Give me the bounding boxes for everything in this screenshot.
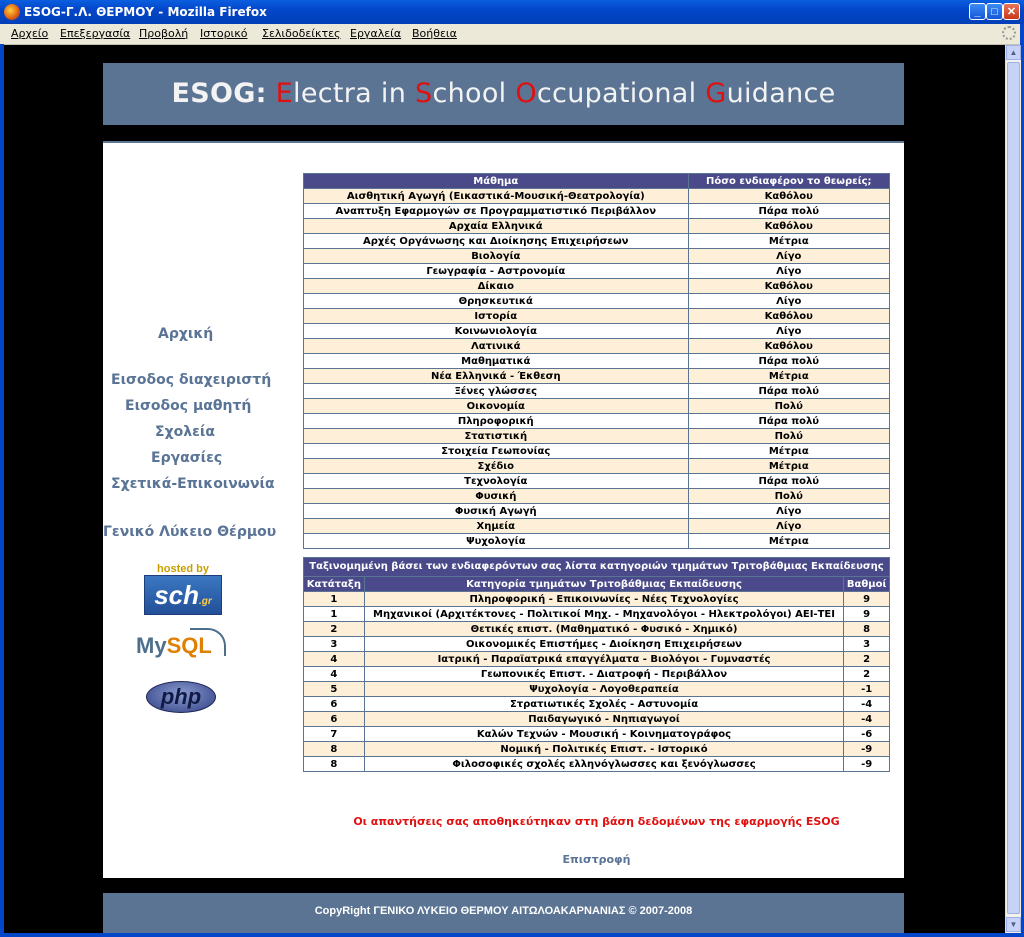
rank-cell: 7	[304, 727, 365, 742]
nav-works[interactable]: Εργασίες	[151, 450, 223, 466]
category-cell: Γεωπονικές Επιστ. - Διατροφή - Περιβάλλον	[364, 667, 844, 682]
table-row	[304, 324, 890, 339]
subject-cell: Οικονομία	[304, 399, 689, 414]
menubar	[0, 24, 1024, 45]
interest-cell: Λίγο	[688, 324, 889, 339]
table-row	[304, 607, 890, 622]
header-word-1: lectra in	[293, 78, 415, 109]
table-row	[304, 622, 890, 637]
dolphin-icon	[190, 628, 226, 656]
category-cell: Νομική - Πολιτικές Επιστ. - Ιστορικό	[364, 742, 844, 757]
menu-tools[interactable]: Εργαλεία	[350, 27, 402, 40]
site-header	[103, 63, 904, 125]
ranking-header-score: Βαθμοί	[844, 577, 890, 592]
interest-cell: Λίγο	[688, 519, 889, 534]
interest-cell: Λίγο	[688, 264, 889, 279]
nav-admin-login[interactable]: Εισοδος διαχειριστή	[111, 372, 272, 388]
ranking-table	[303, 557, 890, 772]
subject-cell: Αναπτυξη Εφαρμογών σε Προγραμματιστικό Περιβάλλον	[304, 204, 689, 219]
ranking-header-category: Κατηγορία τμημάτων Τριτοβάθμιας Εκπαίδευσης	[364, 577, 844, 592]
table-row	[304, 249, 890, 264]
sch-logo-suffix: .gr	[199, 596, 212, 607]
nav-contact[interactable]: Σχετικά-Επικοινωνία	[111, 476, 275, 492]
category-cell: Παιδαγωγικό - Νηπιαγωγοί	[364, 712, 844, 727]
rank-cell: 3	[304, 637, 365, 652]
table-row	[304, 489, 890, 504]
subject-cell: Στατιστική	[304, 429, 689, 444]
site-footer: CopyRight ΓΕΝΙΚΟ ΛΥΚΕΙΟ ΘΕΡΜΟΥ ΑΙΤΩΛΟΑΚΑΡΝΑΝΙΑΣ © 2007-2008	[103, 893, 904, 933]
category-cell: Θετικές επιστ. (Μαθηματικό - Φυσικό - Χημικό)	[364, 622, 844, 637]
subjects-header-interest: Πόσο ενδιαφέρον το θεωρείς;	[688, 174, 889, 189]
header-prefix: ESOG:	[171, 78, 267, 109]
subjects-table	[303, 173, 890, 549]
table-row	[304, 339, 890, 354]
interest-cell: Καθόλου	[688, 339, 889, 354]
score-cell: 2	[844, 652, 890, 667]
table-row	[304, 637, 890, 652]
table-row	[304, 294, 890, 309]
score-cell: -9	[844, 742, 890, 757]
header-letter-s: S	[415, 78, 433, 109]
nav-student-login[interactable]: Εισοδος μαθητή	[125, 398, 252, 414]
ranking-caption: Ταξινομημένη βάσει των ενδιαφερόντων σας λίστα κατηγοριών τμημάτων Τριτοβάθμιας Εκπαίδευσης	[304, 558, 890, 577]
interest-cell: Πολύ	[688, 399, 889, 414]
nav-schools[interactable]: Σχολεία	[155, 424, 215, 440]
subject-cell: Μαθηματικά	[304, 354, 689, 369]
subject-cell: Νέα Ελληνικά - Έκθεση	[304, 369, 689, 384]
content-area	[103, 143, 904, 878]
rank-cell: 4	[304, 667, 365, 682]
interest-cell: Πάρα πολύ	[688, 354, 889, 369]
header-word-4: uidance	[726, 78, 836, 109]
window-titlebar[interactable]	[0, 0, 1024, 24]
page-viewport	[4, 45, 1005, 933]
ranking-header-rank: Κατάταξη	[304, 577, 365, 592]
category-cell: Πληροφορική - Επικοινωνίες - Νέες Τεχνολογίες	[364, 592, 844, 607]
subject-cell: Βιολογία	[304, 249, 689, 264]
interest-cell: Μέτρια	[688, 534, 889, 549]
close-button[interactable]: ✕	[1003, 3, 1020, 20]
mysql-logo-text: My	[136, 633, 167, 658]
rank-cell: 8	[304, 742, 365, 757]
interest-cell: Μέτρια	[688, 369, 889, 384]
subject-cell: Αρχαία Ελληνικά	[304, 219, 689, 234]
table-row	[304, 534, 890, 549]
table-row	[304, 309, 890, 324]
subject-cell: Αρχές Οργάνωσης και Διοίκησης Επιχειρήσεων	[304, 234, 689, 249]
interest-cell: Καθόλου	[688, 279, 889, 294]
subject-cell: Γεωγραφία - Αστρονομία	[304, 264, 689, 279]
menu-history[interactable]: Ιστορικό	[200, 27, 248, 40]
header-letter-g: G	[705, 78, 727, 109]
subject-cell: Πληροφορική	[304, 414, 689, 429]
interest-cell: Καθόλου	[688, 309, 889, 324]
score-cell: 9	[844, 607, 890, 622]
table-row	[304, 682, 890, 697]
minimize-button[interactable]: _	[969, 3, 986, 20]
score-cell: 2	[844, 667, 890, 682]
mysql-logo-sql: SQL	[166, 633, 212, 658]
header-word-2: chool	[432, 78, 516, 109]
table-row	[304, 399, 890, 414]
window-title: ESOG-Γ.Λ. ΘΕΡΜΟΥ - Mozilla Firefox	[24, 5, 267, 19]
category-cell: Ψυχολογία - Λογοθεραπεία	[364, 682, 844, 697]
menu-file[interactable]: Αρχείο	[11, 27, 49, 40]
subject-cell: Ψυχολογία	[304, 534, 689, 549]
rank-cell: 1	[304, 607, 365, 622]
rank-cell: 5	[304, 682, 365, 697]
table-row	[304, 504, 890, 519]
page-container	[103, 63, 904, 917]
category-cell: Μηχανικοί (Αρχιτέκτονες - Πολιτικοί Μηχ. - Μηχανολόγοι - Ηλεκτρολόγοι) ΑΕΙ-ΤΕΙ	[364, 607, 844, 622]
window-border-bottom	[0, 933, 1024, 937]
table-row	[304, 279, 890, 294]
table-row	[304, 697, 890, 712]
table-row	[304, 369, 890, 384]
header-word-3: ccupational	[536, 78, 706, 109]
subject-cell: Φυσική Αγωγή	[304, 504, 689, 519]
table-row	[304, 727, 890, 742]
table-row	[304, 354, 890, 369]
category-cell: Ιατρική - Παραϊατρικά επαγγέλματα - Βιολόγοι - Γυμναστές	[364, 652, 844, 667]
back-link[interactable]: Επιστροφή	[562, 853, 631, 866]
hosted-by-label: hosted by	[157, 563, 209, 575]
interest-cell: Λίγο	[688, 504, 889, 519]
table-row	[304, 384, 890, 399]
table-row	[304, 592, 890, 607]
interest-cell: Καθόλου	[688, 219, 889, 234]
sch-logo-text: sch	[154, 580, 200, 610]
score-cell: -6	[844, 727, 890, 742]
header-letter-o: O	[515, 78, 537, 109]
table-row	[304, 519, 890, 534]
category-cell: Οικονομικές Επιστήμες - Διοίκηση Επιχειρήσεων	[364, 637, 844, 652]
subject-cell: Λατινικά	[304, 339, 689, 354]
subjects-header-subject: Μάθημα	[304, 174, 689, 189]
subject-cell: Δίκαιο	[304, 279, 689, 294]
subject-cell: Κοινωνιολογία	[304, 324, 689, 339]
table-row	[304, 219, 890, 234]
menu-help[interactable]: Βοήθεια	[412, 27, 457, 40]
score-cell: 9	[844, 592, 890, 607]
subject-cell: Ιστορία	[304, 309, 689, 324]
header-letter-e: E	[275, 78, 294, 109]
subject-cell: Θρησκευτικά	[304, 294, 689, 309]
score-cell: -4	[844, 697, 890, 712]
rank-cell: 2	[304, 622, 365, 637]
interest-cell: Πάρα πολύ	[688, 204, 889, 219]
rank-cell: 6	[304, 712, 365, 727]
score-cell: -4	[844, 712, 890, 727]
score-cell: -1	[844, 682, 890, 697]
table-row	[304, 204, 890, 219]
subject-cell: Αισθητική Αγωγή (Εικαστικά-Μουσική-Θεατρολογία)	[304, 189, 689, 204]
table-row	[304, 264, 890, 279]
interest-cell: Μέτρια	[688, 459, 889, 474]
interest-cell: Μέτρια	[688, 234, 889, 249]
sch-logo[interactable]	[144, 575, 222, 615]
score-cell: 8	[844, 622, 890, 637]
table-row	[304, 459, 890, 474]
subject-cell: Χημεία	[304, 519, 689, 534]
rank-cell: 1	[304, 592, 365, 607]
table-row	[304, 474, 890, 489]
scroll-up-icon[interactable]: ▲	[1006, 45, 1021, 60]
category-cell: Φιλοσοφικές σχολές ελληνόγλωσσες και ξενόγλωσσες	[364, 757, 844, 772]
table-row	[304, 429, 890, 444]
table-row	[304, 414, 890, 429]
rank-cell: 4	[304, 652, 365, 667]
table-row	[304, 742, 890, 757]
menu-view[interactable]: Προβολή	[139, 27, 189, 40]
interest-cell: Μέτρια	[688, 444, 889, 459]
subject-cell: Στοιχεία Γεωπονίας	[304, 444, 689, 459]
interest-cell: Λίγο	[688, 294, 889, 309]
rank-cell: 6	[304, 697, 365, 712]
table-row	[304, 667, 890, 682]
nav-school-name[interactable]: Γενικό Λύκειο Θέρμου	[103, 524, 277, 540]
mysql-logo	[136, 633, 226, 673]
table-row	[304, 712, 890, 727]
vertical-scrollbar[interactable]	[1005, 45, 1021, 933]
table-row	[304, 189, 890, 204]
interest-cell: Πάρα πολύ	[688, 384, 889, 399]
nav-home[interactable]: Αρχική	[158, 326, 214, 342]
scroll-down-icon[interactable]: ▼	[1006, 917, 1021, 932]
table-row	[304, 757, 890, 772]
table-row	[304, 444, 890, 459]
php-logo: php	[146, 681, 216, 713]
interest-cell: Καθόλου	[688, 189, 889, 204]
subject-cell: Σχέδιο	[304, 459, 689, 474]
table-row	[304, 234, 890, 249]
firefox-icon	[4, 4, 20, 20]
subject-cell: Ξένες γλώσσες	[304, 384, 689, 399]
subject-cell: Τεχνολογία	[304, 474, 689, 489]
interest-cell: Πολύ	[688, 429, 889, 444]
score-cell: 3	[844, 637, 890, 652]
table-row	[304, 652, 890, 667]
saved-message: Οι απαντήσεις σας αποθηκεύτηκαν στη βάση δεδομένων της εφαρμογής ESOG	[353, 815, 840, 828]
menu-bookmarks[interactable]: Σελιδοδείκτες	[262, 27, 341, 40]
interest-cell: Πάρα πολύ	[688, 474, 889, 489]
interest-cell: Πολύ	[688, 489, 889, 504]
subject-cell: Φυσική	[304, 489, 689, 504]
category-cell: Καλών Τεχνών - Μουσική - Κοινηματογράφος	[364, 727, 844, 742]
menu-edit[interactable]: Επεξεργασία	[60, 27, 131, 40]
score-cell: -9	[844, 757, 890, 772]
rank-cell: 8	[304, 757, 365, 772]
scroll-thumb[interactable]	[1007, 62, 1020, 914]
throbber-icon	[1002, 26, 1016, 40]
category-cell: Στρατιωτικές Σχολές - Αστυνομία	[364, 697, 844, 712]
maximize-button[interactable]: □	[986, 3, 1003, 20]
interest-cell: Πάρα πολύ	[688, 414, 889, 429]
interest-cell: Λίγο	[688, 249, 889, 264]
